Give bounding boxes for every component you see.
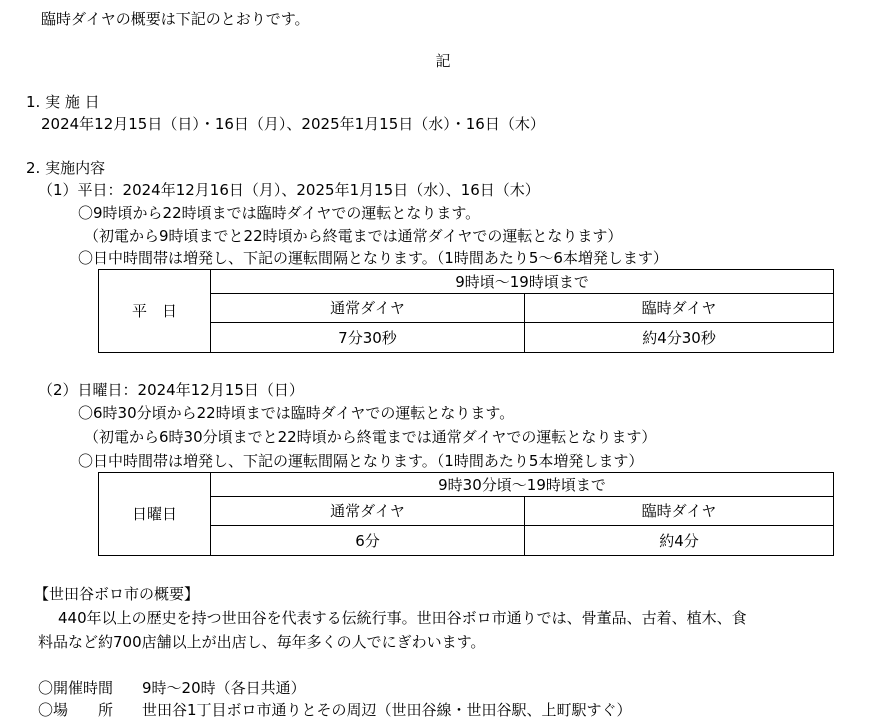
holiday-val-normal: 6分 [211, 526, 525, 556]
weekday-col-temp: 臨時ダイヤ [525, 294, 834, 323]
section1-heading: 1. 実 施 日 [26, 93, 100, 111]
weekday-val-temp: 約4分30秒 [525, 323, 834, 353]
weekday-period: 9時頃～19時頃まで [211, 270, 834, 294]
boroichi-body-line-1: 440年以上の歴史を持つ世田谷を代表する伝統行事。世田谷ボロ市通りでは、骨董品、古着、植木、食 [58, 609, 747, 627]
weekday-line-2: （初電から9時頃までと22時頃から終電までは通常ダイヤでの運転となります） [84, 227, 623, 245]
boroichi-body-line-2: 料品など約700店舗以上が出店し、毎年多くの人でにぎわいます。 [38, 633, 486, 651]
boroichi-heading: 【世田谷ボロ市の概要】 [34, 585, 200, 603]
hours-value: 9時～20時（各日共通） [142, 679, 306, 697]
weekday-row-label: 平 日 [99, 270, 211, 353]
weekday-title: （1）平日：2024年12月16日（月）、2025年1月15日（水）、16日（木） [38, 181, 540, 199]
holiday-title: （2）日曜日：2024年12月15日（日） [38, 381, 304, 399]
weekday-col-normal: 通常ダイヤ [211, 294, 525, 323]
hours-label: 〇開催時間 [38, 679, 114, 697]
holiday-col-temp: 臨時ダイヤ [525, 497, 834, 526]
holiday-line-3: 〇日中時間帯は増発し、下記の運転間隔となります。（1時間あたり5本増発します） [78, 452, 644, 470]
implementation-dates: 2024年12月15日（日）・16日（月）、2025年1月15日（水）・16日（木） [41, 115, 545, 133]
holiday-val-temp: 約4分 [525, 526, 834, 556]
holiday-period: 9時30分頃～19時頃まで [211, 473, 834, 497]
holiday-col-normal: 通常ダイヤ [211, 497, 525, 526]
weekday-line-3: 〇日中時間帯は増発し、下記の運転間隔となります。（1時間あたり5～6本増発します） [78, 249, 668, 267]
intro-text: 臨時ダイヤの概要は下記のとおりです。 [41, 10, 310, 28]
holiday-schedule-table [98, 472, 834, 556]
weekday-line-1: 〇9時頃から22時頃までは臨時ダイヤでの運転となります。 [78, 204, 481, 222]
holiday-row-label: 日曜日 [99, 473, 211, 556]
place-label: 〇場 所 [38, 701, 114, 719]
weekday-schedule-table [98, 269, 834, 353]
section2-heading: 2. 実施内容 [26, 159, 106, 177]
ki-mark: 記 [435, 52, 451, 70]
holiday-line-2: （初電から6時30分頃までと22時頃から終電までは通常ダイヤでの運転となります） [84, 428, 657, 446]
weekday-val-normal: 7分30秒 [211, 323, 525, 353]
holiday-line-1: 〇6時30分頃から22時頃までは臨時ダイヤでの運転となります。 [78, 404, 515, 422]
place-value: 世田谷1丁目ボロ市通りとその周辺（世田谷線・世田谷駅、上町駅すぐ） [142, 701, 632, 719]
